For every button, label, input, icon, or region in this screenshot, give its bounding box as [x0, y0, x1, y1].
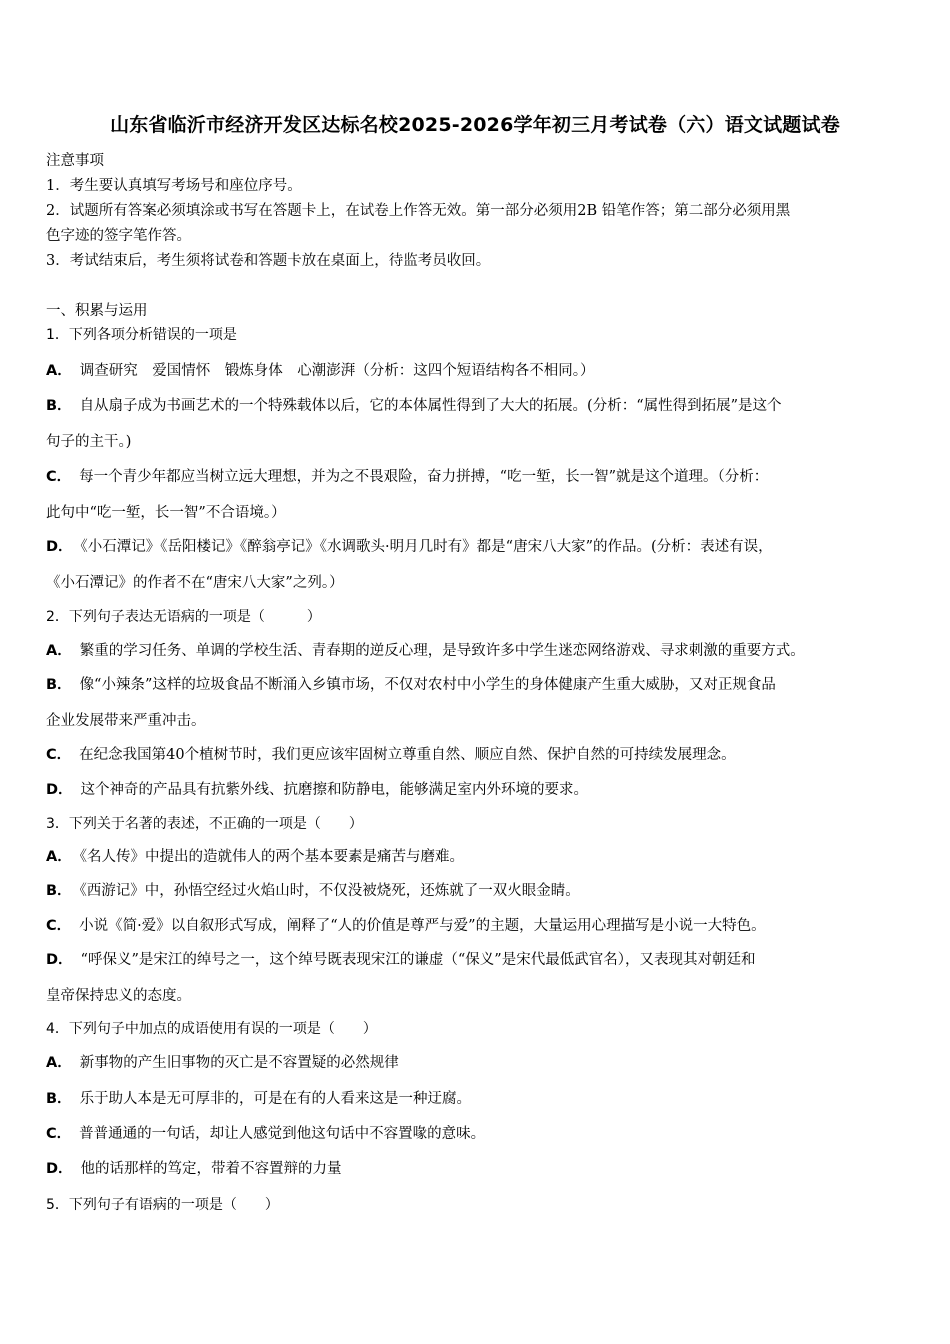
- option-d: [46, 1159, 911, 1179]
- option-c: [46, 745, 911, 765]
- option-text: 他的话那样的笃定，带着不容置辩的力量: [80, 1161, 342, 1177]
- option-text: 像“小辣条”这样的垃圾食品不断涌入乡镇市场，不仅对农村中小学生的身体健康产生重大威胁，又对正规食品: [79, 677, 776, 693]
- notes-heading: 注意事项: [46, 153, 104, 169]
- option-text: 调查研究 爱国情怀 锻炼身体 心潮澎湃（分析：这四个短语结构各不相同。）: [79, 363, 595, 379]
- option-label: A．: [46, 849, 72, 865]
- option-label: D．: [46, 952, 73, 968]
- option-text: 《名人传》中提出的造就伟人的两个基本要素是痛苦与磨难。: [79, 849, 464, 865]
- question-stem: 4．下列句子中加点的成语使用有误的一项是（ ）: [46, 1021, 377, 1037]
- notes-item: 3．考试结束后，考生须将试卷和答题卡放在桌面上，待监考员收回。: [46, 253, 491, 269]
- option-label: B．: [46, 677, 72, 693]
- option-label: D．: [46, 539, 73, 555]
- option-c: [46, 1124, 911, 1144]
- option-label: A．: [46, 643, 72, 659]
- option-c: [46, 467, 911, 487]
- option-label: B．: [46, 398, 72, 414]
- question-stem: 1．下列各项分析错误的一项是: [46, 327, 237, 343]
- question-stem: 2．下列句子表达无语病的一项是（ ）: [46, 609, 321, 625]
- option-c-cont: 此句中“吃一堑，长一智”不合语境。）: [46, 505, 286, 521]
- option-label: A．: [46, 363, 72, 379]
- option-text: 小说《简·爱》以自叙形式写成，阐释了“人的价值是尊严与爱”的主题，大量运用心理描写是小说一大特色。: [79, 918, 766, 934]
- option-a: [46, 1053, 911, 1073]
- page-title: 山东省临沂市经济开发区达标名校2025-2026学年初三月考试卷（六）语文试题试卷: [110, 114, 840, 136]
- option-text: 每一个青少年都应当树立远大理想，并为之不畏艰险，奋力拼搏，“吃一堑，长一智”就是这个道理。（分析：: [79, 469, 769, 485]
- option-a: [46, 641, 911, 661]
- option-b-cont: 句子的主干。): [46, 434, 132, 450]
- notes-item: 色字迹的签字笔作答。: [46, 228, 191, 244]
- option-text: 乐于助人本是无可厚非的，可是在有的人看来这是一种迂腐。: [79, 1091, 472, 1107]
- option-b: [46, 881, 911, 901]
- option-text: 在纪念我国第40个植树节时，我们更应该牢固树立尊重自然、顺应自然、保护自然的可持续发展理念。: [79, 747, 736, 763]
- option-text: 《西游记》中，孙悟空经过火焰山时，不仅没被烧死，还炼就了一双火眼金睛。: [79, 883, 580, 899]
- option-label: D．: [46, 782, 73, 798]
- option-d-cont: 《小石潭记》的作者不在“唐宋八大家”之列。）: [46, 575, 344, 591]
- option-c: [46, 916, 911, 936]
- option-label: B．: [46, 1091, 72, 1107]
- option-label: C．: [46, 1126, 72, 1142]
- option-b: [46, 675, 911, 695]
- option-b: [46, 1089, 911, 1109]
- option-text: 繁重的学习任务、单调的学校生活、青春期的逆反心理，是导致许多中学生迷恋网络游戏、寻求刺激的重要方式。: [79, 643, 805, 659]
- option-b-cont: 企业发展带来严重冲击。: [46, 713, 206, 729]
- option-text: 《小石潭记》《岳阳楼记》《醉翁亭记》《水调歌头·明月几时有》都是“唐宋八大家”的作品。(分析：表述有误，: [80, 539, 773, 555]
- question-stem: 5．下列句子有语病的一项是（ ）: [46, 1197, 279, 1213]
- option-text: 自从扇子成为书画艺术的一个特殊载体以后，它的本体属性得到了大大的拓展。(分析：“属性得到拓展”是这个: [79, 398, 782, 414]
- option-text: 普普通通的一句话，却让人感觉到他这句话中不容置喙的意味。: [79, 1126, 486, 1142]
- option-d: [46, 780, 911, 800]
- option-label: C．: [46, 918, 72, 934]
- option-d: [46, 950, 911, 970]
- notes-item: 1．考生要认真填写考场号和座位序号。: [46, 178, 302, 194]
- option-a: [46, 847, 911, 867]
- option-d-cont: 皇帝保持忠义的态度。: [46, 988, 191, 1004]
- option-text: “呼保义”是宋江的绰号之一，这个绰号既表现宋江的谦虚（“保义”是宋代最低武官名），又表现其对朝廷和: [80, 952, 756, 968]
- option-d: [46, 537, 911, 557]
- option-label: A．: [46, 1055, 72, 1071]
- option-text: 这个神奇的产品具有抗紫外线、抗磨擦和防静电，能够满足室内外环境的要求。: [80, 782, 589, 798]
- section-heading: 一、积累与运用: [46, 303, 148, 319]
- option-label: C．: [46, 469, 72, 485]
- question-stem: 3．下列关于名著的表述，不正确的一项是（ ）: [46, 816, 363, 832]
- option-label: B．: [46, 883, 72, 899]
- notes-item: 2．试题所有答案必须填涂或书写在答题卡上，在试卷上作答无效。第一部分必须用2B 铅笔作答；第二部分必须用黑: [46, 203, 791, 219]
- option-text: 新事物的产生旧事物的灭亡是不容置疑的必然规律: [79, 1055, 399, 1071]
- option-a: [46, 361, 911, 381]
- option-label: D．: [46, 1161, 73, 1177]
- option-label: C．: [46, 747, 72, 763]
- option-b: [46, 396, 911, 416]
